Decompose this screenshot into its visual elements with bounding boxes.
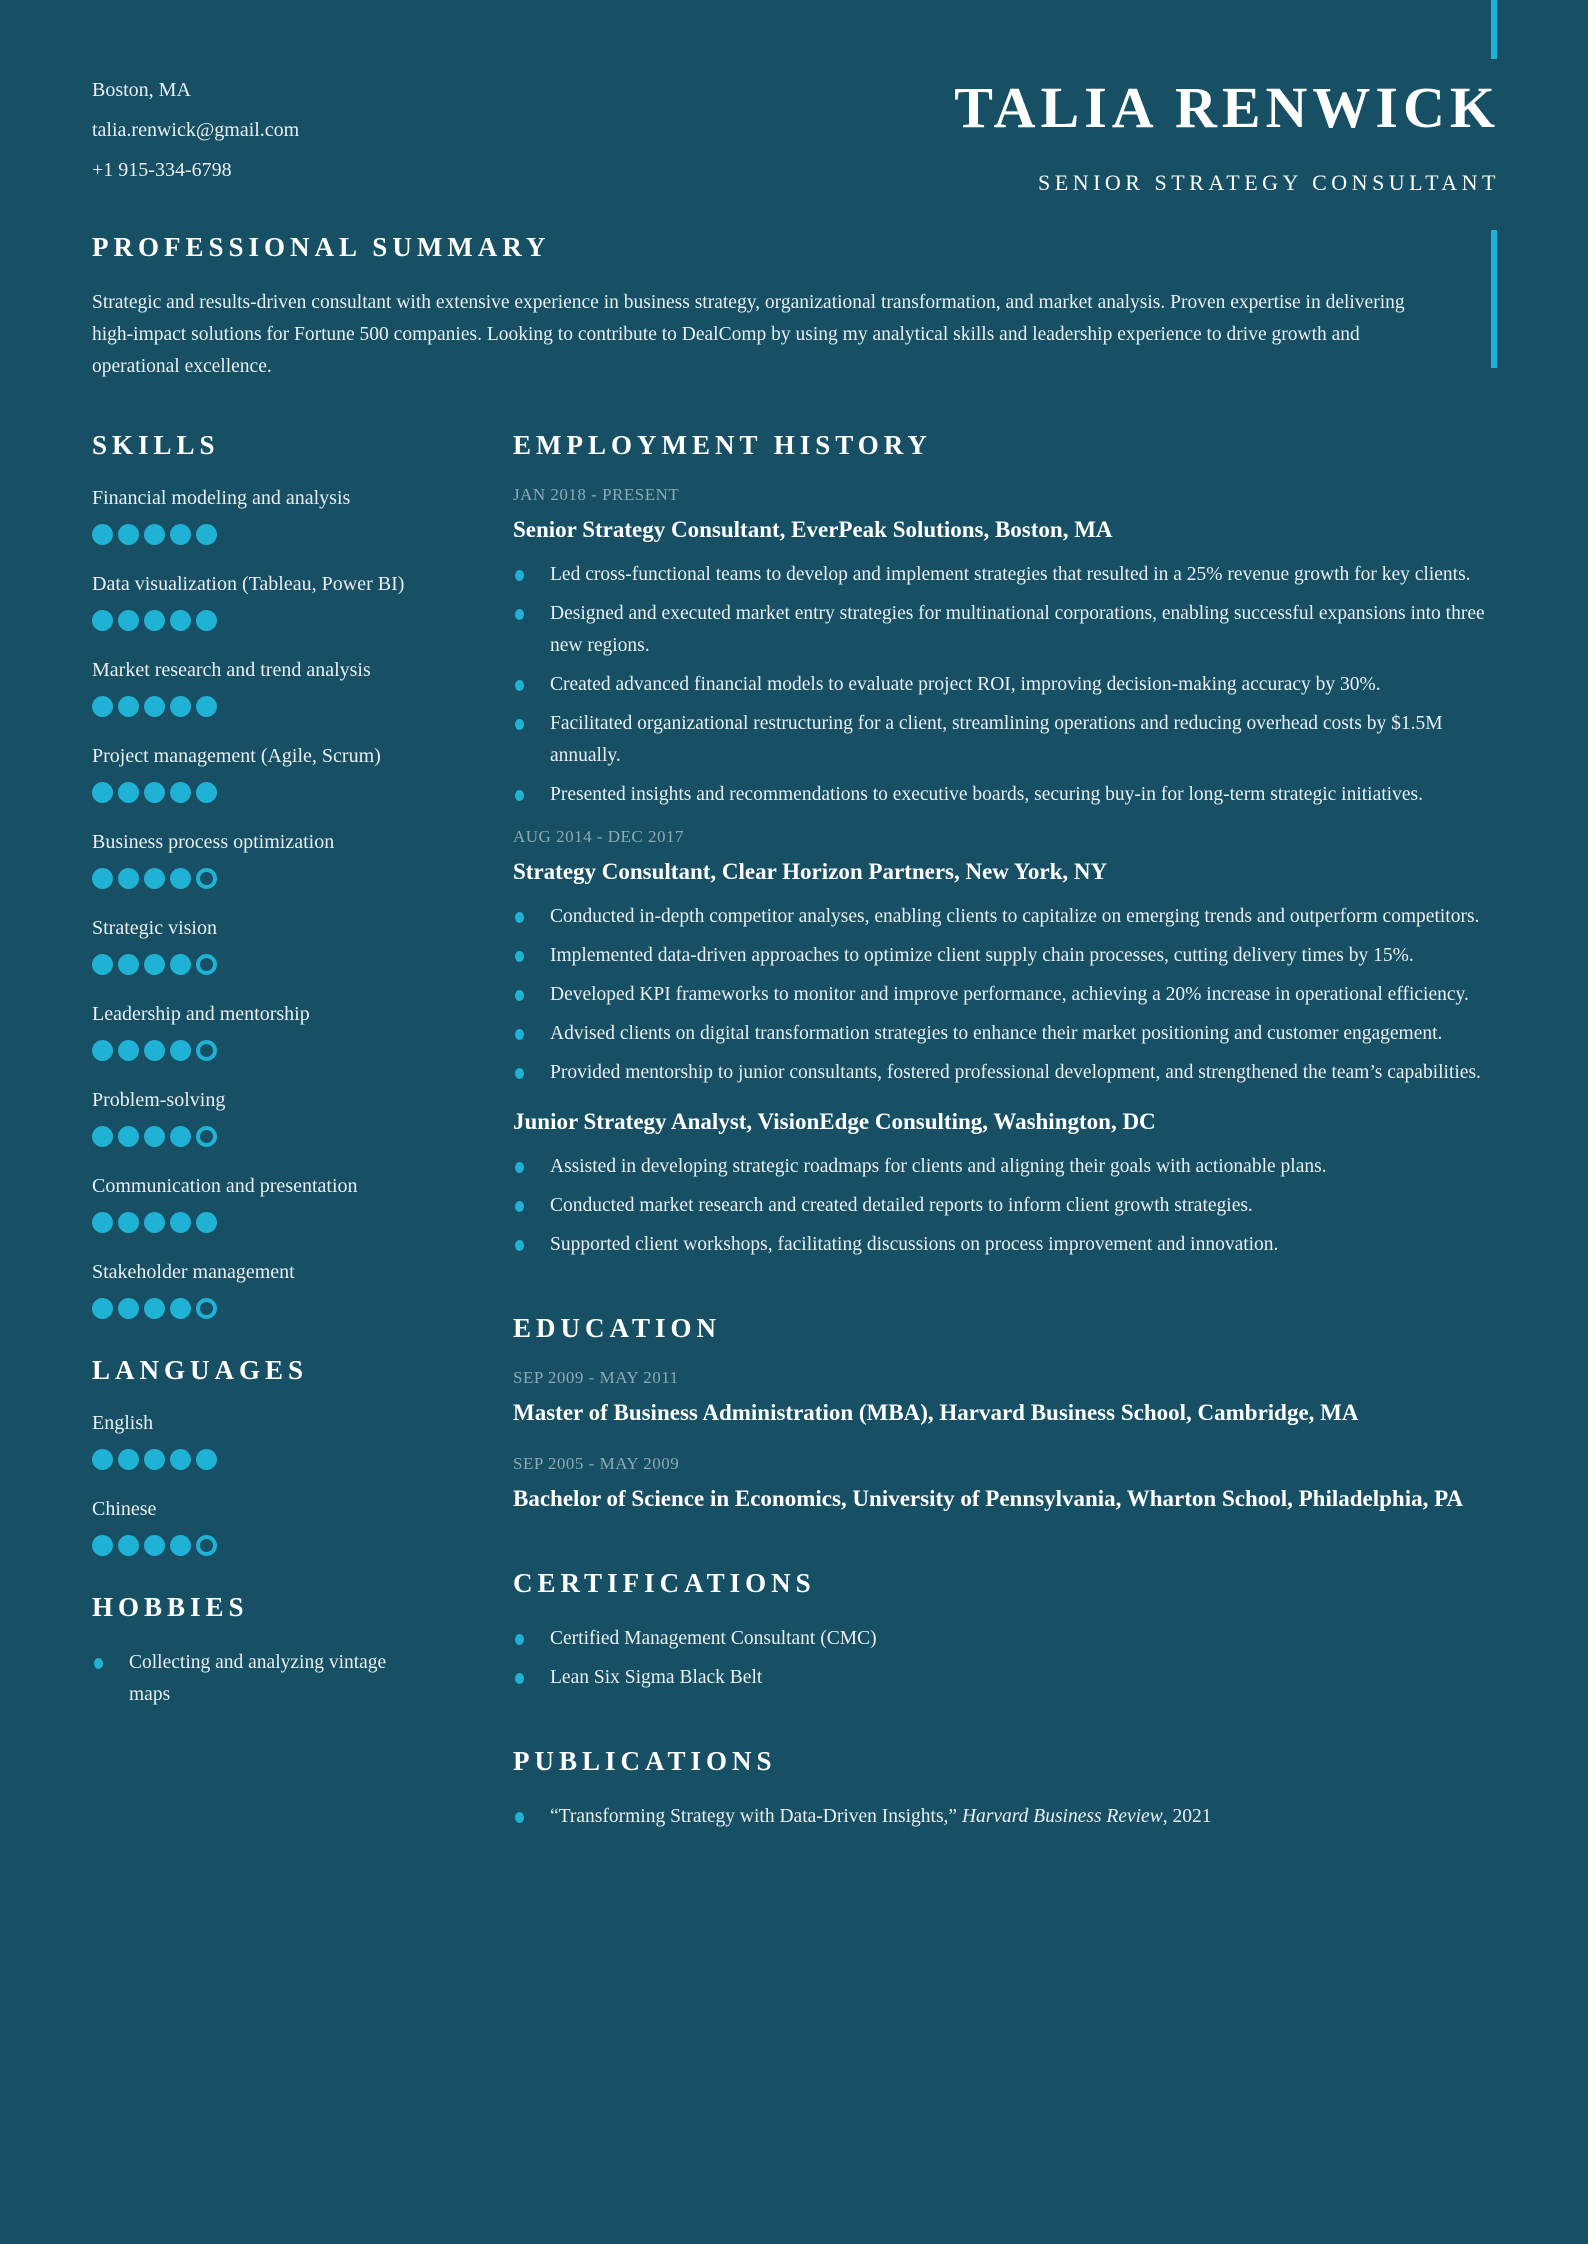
rating-dot-icon [118, 524, 139, 545]
bullet-item: Presented insights and recommendations to executive boards, securing buy-in for long-term strategic initiatives. [513, 779, 1513, 811]
skill-label: Project management (Agile, Scrum) [92, 745, 381, 767]
job-bullets [513, 901, 1513, 1089]
bullet-item: Supported client workshops, facilitating discussions on process improvement and innovation. [513, 1229, 1513, 1261]
contact-email: talia.renwick@gmail.com [92, 119, 300, 141]
bullet-item: Conducted in-depth competitor analyses, enabling clients to capitalize on emerging trends and outperform competitors. [513, 901, 1513, 933]
skill-label: Market research and trend analysis [92, 659, 371, 681]
job-entry [513, 827, 1513, 1089]
rating-dot-icon [92, 1449, 113, 1470]
skill-item [92, 1001, 432, 1061]
skill-item [92, 571, 432, 631]
rating-dot-icon [144, 1298, 165, 1319]
job-dates: AUG 2014 - DEC 2017 [513, 827, 684, 846]
rating-dot-icon [118, 1126, 139, 1147]
rating-dot-icon [170, 1298, 191, 1319]
education-entry [513, 1368, 1513, 1430]
rating-dot-icon [118, 1449, 139, 1470]
skill-label: Stakeholder management [92, 1261, 295, 1283]
rating-dot-icon [144, 954, 165, 975]
rating-dot-icon [92, 868, 113, 889]
skill-label: Problem-solving [92, 1089, 226, 1111]
rating-dot-icon [118, 696, 139, 717]
rating-dot-icon [92, 610, 113, 631]
rating-dot-icon [118, 1040, 139, 1061]
rating-dot-icon [144, 524, 165, 545]
identity-block [954, 75, 1500, 196]
bullet-item: Led cross-functional teams to develop and implement strategies that resulted in a 25% revenue growth for key clients. [513, 559, 1513, 591]
rating-dot-icon [196, 1449, 217, 1470]
certifications-list [513, 1623, 1513, 1694]
rating-dot-icon [118, 1535, 139, 1556]
rating-dot-icon [196, 954, 217, 975]
education-title: Bachelor of Science in Economics, University of Pennsylvania, Wharton School, Philadelphia, PA [513, 1486, 1464, 1511]
skills-heading: SKILLS [92, 430, 220, 460]
rating-dot-icon [170, 868, 191, 889]
bullet-item: Conducted market research and created detailed reports to inform client growth strategies. [513, 1190, 1513, 1222]
rating-dot-icon [118, 610, 139, 631]
summary-text: Strategic and results-driven consultant with extensive experience in business strategy, organizational transformation, and market analysis. Proven expertise in delivering high-impact solutions for Fortune 500 companies. Looking to contribute to DealComp by using my analytical skills and leadership experience to drive growth and operational excellence. [92, 292, 1405, 377]
rating-dot-icon [92, 954, 113, 975]
rating-dots [92, 696, 432, 717]
language-item [92, 1410, 432, 1470]
bullet-item: Created advanced financial models to evaluate project ROI, improving decision-making accuracy by 30%. [513, 669, 1513, 701]
rating-dot-icon [196, 1298, 217, 1319]
hobbies-heading: HOBBIES [92, 1592, 249, 1622]
rating-dot-icon [196, 1126, 217, 1147]
skill-label: Business process optimization [92, 831, 335, 853]
rating-dot-icon [144, 696, 165, 717]
rating-dot-icon [144, 1535, 165, 1556]
skill-item [92, 1087, 432, 1147]
employment-heading: EMPLOYMENT HISTORY [513, 430, 932, 460]
summary-section [92, 232, 1422, 383]
publication-text: “Transforming Strategy with Data-Driven Insights,” [550, 1806, 962, 1827]
candidate-title: SENIOR STRATEGY CONSULTANT [1038, 170, 1500, 195]
skill-label: Data visualization (Tableau, Power BI) [92, 573, 405, 595]
bullet-item: Provided mentorship to junior consultants, fostered professional development, and strengthened the team’s capabilities. [513, 1057, 1513, 1089]
hobby-item: Collecting and analyzing vintage maps [92, 1647, 402, 1711]
rating-dot-icon [92, 1298, 113, 1319]
skill-item [92, 829, 432, 889]
rating-dot-icon [92, 782, 113, 803]
language-item [92, 1496, 432, 1556]
contact-block [92, 70, 299, 190]
rating-dot-icon [144, 1212, 165, 1233]
publications-heading: PUBLICATIONS [513, 1746, 777, 1776]
job-title: Strategy Consultant, Clear Horizon Partners, New York, NY [513, 859, 1108, 884]
rating-dot-icon [144, 610, 165, 631]
rating-dot-icon [196, 524, 217, 545]
summary-heading: PROFESSIONAL SUMMARY [92, 232, 551, 262]
job-dates: JAN 2018 - PRESENT [513, 485, 680, 504]
job-title: Senior Strategy Consultant, EverPeak Solutions, Boston, MA [513, 517, 1113, 542]
rating-dot-icon [170, 1040, 191, 1061]
rating-dots [92, 1298, 432, 1319]
rating-dot-icon [92, 1040, 113, 1061]
job-bullets [513, 1151, 1513, 1261]
education-dates: SEP 2005 - MAY 2009 [513, 1454, 680, 1473]
rating-dots [92, 1212, 432, 1233]
skill-label: Strategic vision [92, 917, 217, 939]
rating-dot-icon [196, 868, 217, 889]
rating-dot-icon [118, 954, 139, 975]
accent-bar-bottom [1491, 230, 1497, 368]
bullet-item: Designed and executed market entry strategies for multinational corporations, enabling successful expansions into three new regions. [513, 598, 1513, 662]
rating-dot-icon [170, 1535, 191, 1556]
skill-item [92, 915, 432, 975]
rating-dot-icon [118, 1212, 139, 1233]
skill-label: Financial modeling and analysis [92, 487, 351, 509]
rating-dots [92, 1040, 432, 1061]
bullet-item: Developed KPI frameworks to monitor and improve performance, achieving a 20% increase in operational efficiency. [513, 979, 1513, 1011]
contact-phone: +1 915-334-6798 [92, 159, 232, 181]
hobbies-list [92, 1647, 402, 1711]
rating-dot-icon [196, 1040, 217, 1061]
skill-label: Leadership and mentorship [92, 1003, 310, 1025]
rating-dot-icon [92, 1212, 113, 1233]
rating-dot-icon [92, 696, 113, 717]
rating-dot-icon [144, 1040, 165, 1061]
job-entry [513, 1105, 1513, 1261]
rating-dot-icon [118, 868, 139, 889]
rating-dots [92, 1449, 432, 1470]
rating-dots [92, 782, 432, 803]
publication-journal: Harvard Business Review [961, 1806, 1163, 1827]
rating-dot-icon [170, 1449, 191, 1470]
rating-dot-icon [196, 1535, 217, 1556]
skill-item [92, 1259, 432, 1319]
skill-item [92, 1173, 432, 1233]
job-title: Junior Strategy Analyst, VisionEdge Consulting, Washington, DC [513, 1109, 1156, 1134]
rating-dot-icon [144, 1449, 165, 1470]
rating-dot-icon [196, 610, 217, 631]
rating-dots [92, 868, 432, 889]
language-label: Chinese [92, 1498, 157, 1520]
left-column [92, 430, 432, 1718]
rating-dot-icon [92, 1126, 113, 1147]
rating-dots [92, 610, 432, 631]
publication-year: , 2021 [1162, 1806, 1212, 1827]
certifications-heading: CERTIFICATIONS [513, 1568, 816, 1598]
skill-item [92, 657, 432, 717]
publication-item [513, 1801, 1513, 1833]
bullet-item: Assisted in developing strategic roadmaps for clients and aligning their goals with actionable plans. [513, 1151, 1513, 1183]
job-bullets [513, 559, 1513, 811]
skill-item [92, 743, 432, 803]
rating-dot-icon [170, 610, 191, 631]
rating-dots [92, 1535, 432, 1556]
rating-dot-icon [92, 524, 113, 545]
languages-heading: LANGUAGES [92, 1355, 309, 1385]
certification-item: Certified Management Consultant (CMC) [513, 1623, 1513, 1655]
bullet-item: Advised clients on digital transformation strategies to enhance their market positioning and customer engagement. [513, 1018, 1513, 1050]
skill-label: Communication and presentation [92, 1175, 358, 1197]
rating-dots [92, 954, 432, 975]
rating-dot-icon [170, 696, 191, 717]
job-entry [513, 485, 1513, 811]
rating-dot-icon [118, 782, 139, 803]
rating-dot-icon [144, 868, 165, 889]
rating-dot-icon [118, 1298, 139, 1319]
publications-list [513, 1801, 1513, 1833]
education-heading: EDUCATION [513, 1313, 722, 1343]
rating-dot-icon [170, 1212, 191, 1233]
education-title: Master of Business Administration (MBA), Harvard Business School, Cambridge, MA [513, 1400, 1359, 1425]
rating-dot-icon [170, 1126, 191, 1147]
bullet-item: Implemented data-driven approaches to optimize client supply chain processes, cutting delivery times by 15%. [513, 940, 1513, 972]
rating-dots [92, 1126, 432, 1147]
rating-dot-icon [170, 782, 191, 803]
rating-dot-icon [144, 1126, 165, 1147]
education-dates: SEP 2009 - MAY 2011 [513, 1368, 679, 1387]
rating-dot-icon [170, 954, 191, 975]
certification-item: Lean Six Sigma Black Belt [513, 1662, 1513, 1694]
rating-dot-icon [92, 1535, 113, 1556]
rating-dot-icon [196, 1212, 217, 1233]
bullet-item: Facilitated organizational restructuring for a client, streamlining operations and reducing overhead costs by $1.5M annually. [513, 708, 1513, 772]
rating-dot-icon [196, 782, 217, 803]
skill-item [92, 485, 432, 545]
rating-dot-icon [144, 782, 165, 803]
candidate-name: TALIA RENWICK [954, 75, 1500, 140]
rating-dot-icon [170, 524, 191, 545]
right-column [513, 430, 1513, 1840]
contact-location: Boston, MA [92, 79, 191, 101]
rating-dots [92, 524, 432, 545]
education-entry [513, 1454, 1513, 1516]
rating-dot-icon [196, 696, 217, 717]
accent-bar-top [1491, 0, 1497, 59]
language-label: English [92, 1412, 154, 1434]
